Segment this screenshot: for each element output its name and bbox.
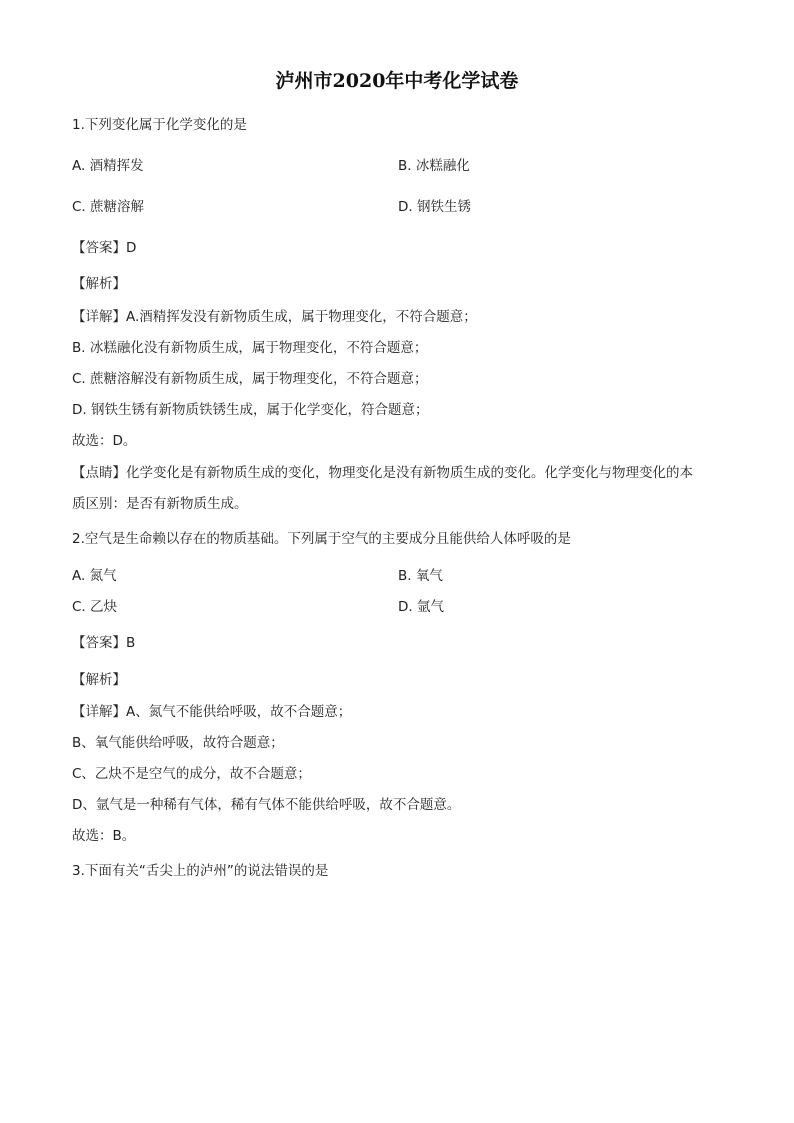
question-2-stem: 2.空气是生命赖以存在的物质基础。下列属于空气的主要成分且能供给人体呼吸的是 bbox=[72, 531, 571, 547]
question-3-stem: 3.下面有关“舌尖上的泸州”的说法错误的是 bbox=[72, 863, 329, 879]
q2-analysis-label: 【解析】 bbox=[72, 672, 126, 688]
q1-answer: 【答案】D bbox=[72, 240, 137, 256]
q1-comment-line: 质区别：是否有新物质生成。 bbox=[72, 496, 248, 512]
q2-detail-line: 【详解】A、氮气不能供给呼吸，故不合题意； bbox=[72, 704, 352, 720]
q1-analysis-label: 【解析】 bbox=[72, 276, 126, 292]
q2-option-a: A. 氮气 bbox=[72, 568, 117, 584]
q2-detail-line: C、乙炔不是空气的成分，故不合题意； bbox=[72, 766, 311, 782]
q1-detail-line: B. 冰糕融化没有新物质生成，属于物理变化，不符合题意； bbox=[72, 340, 428, 356]
q2-option-c: C. 乙炔 bbox=[72, 599, 118, 615]
page-title: 泸州市2020年中考化学试卷 bbox=[275, 70, 519, 92]
q1-option-c: C. 蔗糖溶解 bbox=[72, 199, 145, 215]
q2-detail-line: D、氩气是一种稀有气体，稀有气体不能供给呼吸，故不合题意。 bbox=[72, 797, 461, 813]
q2-answer: 【答案】B bbox=[72, 635, 136, 651]
q1-detail-line: C. 蔗糖溶解没有新物质生成，属于物理变化，不符合题意； bbox=[72, 371, 428, 387]
q2-option-b: B. 氧气 bbox=[398, 568, 443, 584]
q2-option-d: D. 氩气 bbox=[398, 599, 444, 615]
q1-detail-line: D. 钢铁生锈有新物质铁锈生成，属于化学变化，符合题意； bbox=[72, 402, 429, 418]
q2-detail-line: B、氧气能供给呼吸，故符合题意； bbox=[72, 735, 284, 751]
q1-option-a: A. 酒精挥发 bbox=[72, 158, 144, 174]
question-1-stem: 1.下列变化属于化学变化的是 bbox=[72, 117, 247, 133]
q1-comment-line: 【点睛】化学变化是有新物质生成的变化，物理变化是没有新物质生成的变化。化学变化与物理变化的本 bbox=[72, 465, 693, 481]
q2-detail-line: 故选：B。 bbox=[72, 828, 136, 844]
q1-option-d: D. 钢铁生锈 bbox=[398, 199, 471, 215]
q1-detail-line: 故选：D。 bbox=[72, 433, 137, 449]
q1-detail-line: 【详解】A.酒精挥发没有新物质生成，属于物理变化，不符合题意； bbox=[72, 309, 477, 325]
q1-option-b: B. 冰糕融化 bbox=[398, 158, 470, 174]
